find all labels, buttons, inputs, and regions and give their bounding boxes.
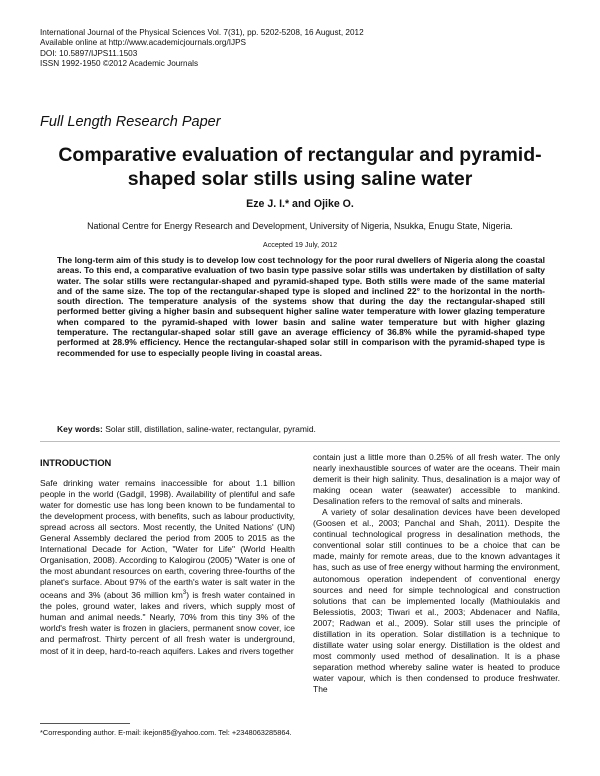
corresponding-author-footnote: *Corresponding author. E-mail: ikejon85@yahoo.com. Tel: +2348063285864. <box>40 728 292 737</box>
journal-online-url: Available online at http://www.academicjournals.org/IJPS <box>40 38 247 48</box>
intro-paragraph-1b: ) is fresh water contained in the poles, ground water, lakes and rivers, which supply most of human and animal needs." Nearly, 70% from this tiny 3% of the world's fresh water is frozen in glaciers, permanent snow cover, ice and permafrost. Thirty percent of all fresh water is underground, most of it in deep, hard-to-reach aquifers. Lakes and rivers together <box>40 590 295 656</box>
abstract: The long-term aim of this study is to develop low cost technology for the poor rural dwellers of Nigeria along the coastal areas. To this end, a comparative evaluation of two basin type passive solar stills was undertaken by distillation of salty water. The solar stills were rectangular-shaped and pyramid-shaped type. Both stills were made of the same material and of the same size. The top of the rectangular-shaped type is sloped and inclined 22° to the horizontal in the north-south direction. The temperature analysis of the systems show that during the day the rectangular-shaped still performed better giving a higher basin and subsequent higher saline water temperature with lower glazing temperature when compared to the pyramid-shaped with lower basin and saline water temperature but with higher glazing temperature. The rectangular-shaped solar still gave an average efficiency of 36.8% while the pyramid-shaped type performed at 28.9% efficiency. Hence the rectangular-shaped solar still in comparison with the pyramid-shaped type is recommended for use to especially people living in coastal areas. <box>57 255 545 358</box>
journal-citation: International Journal of the Physical Sciences Vol. 7(31), pp. 5202-5208, 16 August, 2012 <box>40 28 364 37</box>
introduction-heading: INTRODUCTION <box>40 458 112 468</box>
issn: ISSN 1992-1950 ©2012 Academic Journals <box>40 58 199 68</box>
superscript-3: 3 <box>182 590 187 597</box>
left-column <box>40 478 295 657</box>
right-column <box>313 452 560 695</box>
doi: DOI: 10.5897/IJPS11.1503 <box>40 48 138 58</box>
intro-paragraph-2: contain just a little more than 0.25% of all fresh water. The only nearly inexhaustible sources of water are the oceans. Their main demerit is their high salinity. Thus, desalination is a major way of making ocean water (seawater) accessible to mankind. Desalination refers to the removal of salts and minerals. <box>313 452 560 507</box>
intro-paragraph-1 <box>40 478 295 657</box>
paper-title: Comparative evaluation of rectangular and pyramid-shaped solar stills using saline water <box>58 144 542 190</box>
accepted-date: Accepted 19 July, 2012 <box>262 240 338 249</box>
footnote-rule <box>40 723 130 724</box>
keywords-text: Solar still, distillation, saline-water, rectangular, pyramid. <box>105 424 316 434</box>
section-divider <box>40 441 560 442</box>
keywords-label: Key words: <box>57 424 103 434</box>
keywords <box>57 424 545 435</box>
journal-header <box>40 28 560 69</box>
paper-type: Full Length Research Paper <box>40 114 221 130</box>
authors: Eze J. I.* and Ojike O. <box>246 198 354 210</box>
intro-paragraph-1a: Safe drinking water remains inaccessible for about 1.1 billion people in the world (Gadgil, 1998). Availability of plentiful and safe water for domestic use has long been known to be fundamental to the development process, with benefits, such as labour productivity, spread across all sectors. Most recently, the United Nations' (UN) General Assembly declared the period from 2005 to 2015 as the International Decade for Action, "Water for Life" (World Health Organisation, 2008). According to Kalogirou (2005) "Water is one of the most abundant resources on earth, covering three-fourths of the planet's surface. About 97% of the earth's water is salt water in the oceans and 3% (about 36 million km <box>40 478 295 601</box>
affiliation: National Centre for Energy Research and Development, University of Nigeria, Nsukka, Enugu State, Nigeria. <box>87 221 513 231</box>
intro-paragraph-3: A variety of solar desalination devices have been developed (Goosen et al., 2003; Panchal and Shah, 2011). Despite the continual technological progress in desalination methods, the conventional solar still continues to be a choice that can be made, mainly for remote areas, due to the known advantages it has, such as use of free energy without harming the environment, autonomous operation independent of conventional energy sources and need for simple technological and construction solutions that can be implemented locally (Mathioulakis and Belessiotis, 2003; Tiwari et al., 2003; Abdenacer and Nafila, 2007; Radwan et al., 2009). Solar still uses the principle of distillation in its operation. Solar distillation is a technique to distillate water using solar energy. Distillation is the oldest and most commonly used method of desalination. It is a phase separation method whereby saline water is heated to produce water vapour, which is then condensed to produce freshwater. The <box>313 507 560 694</box>
